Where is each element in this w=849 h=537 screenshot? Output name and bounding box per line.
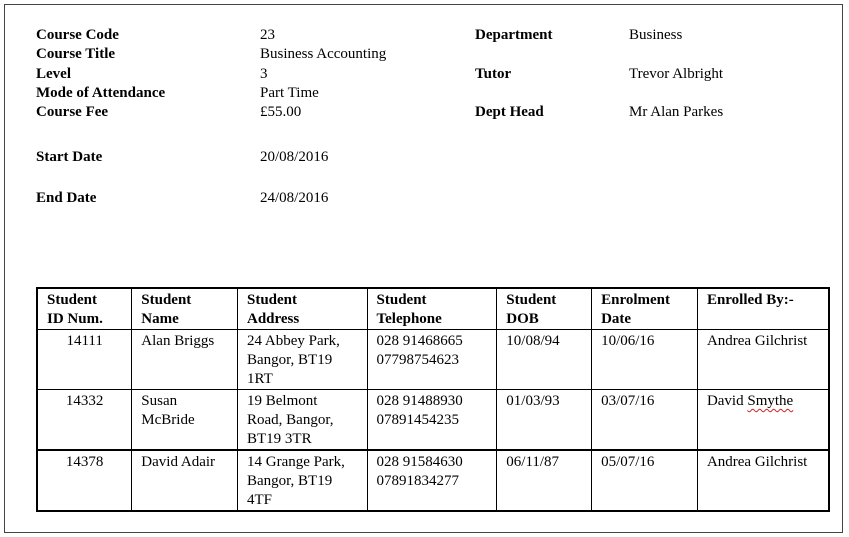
cell-student-id: 14378 [37,450,132,511]
level-label: Level [36,66,71,82]
department-value: Business [629,27,683,43]
course-fee-label: Course Fee [36,104,109,120]
header-enrolment-date: Enrolment Date [592,288,698,330]
cell-enrolled-by: Andrea Gilchrist [697,450,829,511]
cell-enrolment-date: 05/07/16 [592,450,698,511]
cell-student-address: 14 Grange Park, Bangor, BT19 4TF [238,450,368,511]
cell-student-name: Susan McBride [132,390,238,451]
header-enrolled-by: Enrolled By:- [697,288,829,330]
cell-student-address: 24 Abbey Park, Bangor, BT19 1RT [238,330,368,390]
cell-student-address: 19 Belmont Road, Bangor, BT19 3TR [238,390,368,451]
tutor-value: Trevor Albright [629,66,724,82]
cell-enrolment-date: 03/07/16 [592,390,698,451]
mode-label: Mode of Attendance [36,85,166,101]
header-student-telephone: Student Telephone [367,288,497,330]
cell-student-dob: 10/08/94 [497,330,592,390]
cell-enrolled-by: David Smythe [697,390,829,451]
cell-student-id: 14111 [37,330,132,390]
course-code-value: 23 [260,27,275,43]
header-student-address: Student Address [238,288,368,330]
cell-enrolment-date: 10/06/16 [592,330,698,390]
table-row [37,330,829,390]
table-row [37,390,829,451]
department-label: Department [475,27,553,43]
header-student-name: Student Name [132,288,238,330]
level-value: 3 [260,66,268,82]
cell-student-telephone: 028 91584630 07891834277 [367,450,497,511]
cell-student-dob: 06/11/87 [497,450,592,511]
header-student-id: Student ID Num. [37,288,132,330]
start-date-value: 20/08/2016 [260,149,329,165]
cell-student-telephone: 028 91488930 07891454235 [367,390,497,451]
tutor-label: Tutor [475,66,512,82]
cell-student-name: Alan Briggs [132,330,238,390]
table-header-row [37,288,829,330]
course-title-label: Course Title [36,46,116,62]
header-student-dob: Student DOB [497,288,592,330]
mode-value: Part Time [260,85,319,101]
start-date-label: Start Date [36,149,103,165]
dept-head-value: Mr Alan Parkes [629,104,724,120]
spellcheck-underline: Smythe [747,393,794,409]
cell-enrolled-by: Andrea Gilchrist [697,330,829,390]
table-row [37,450,829,511]
cell-student-dob: 01/03/93 [497,390,592,451]
end-date-label: End Date [36,190,97,206]
course-fee-value: £55.00 [260,104,302,120]
cell-student-id: 14332 [37,390,132,451]
course-code-label: Course Code [36,27,119,43]
cell-student-telephone: 028 91468665 07798754623 [367,330,497,390]
end-date-value: 24/08/2016 [260,190,329,206]
cell-student-name: David Adair [132,450,238,511]
course-title-value: Business Accounting [260,46,387,62]
dept-head-label: Dept Head [475,104,544,120]
enrolment-table [36,287,830,512]
